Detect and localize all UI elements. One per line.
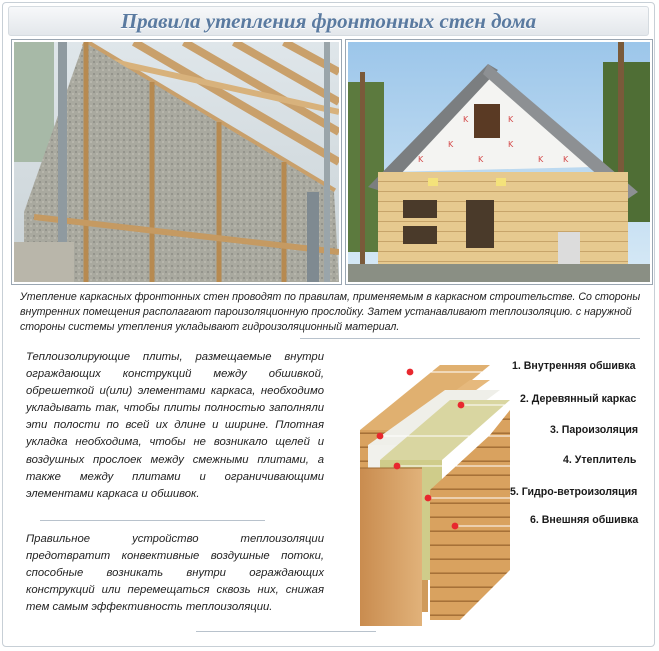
svg-text:K: K — [478, 155, 484, 164]
svg-text:K: K — [448, 140, 454, 149]
marker-1 — [407, 369, 414, 376]
svg-text:K: K — [508, 115, 514, 124]
page-title: Правила утепления фронтонных стен дома — [120, 9, 537, 33]
svg-text:K: K — [508, 140, 514, 149]
photo-house-gable-membrane — [346, 40, 652, 284]
svg-text:K: K — [463, 115, 469, 124]
paragraph-insulation-plates: Теплоизолирующие плиты, размещаемые внутри ограждающих конструкций между обшивкой, обрешеткой и(или) элементами каркаса, необходимо укладывать так, чтобы плиты полностью заполняли эти полости по всей их длине и ширине. Плотная укладка необходима, чтобы не возникало щелей и воздушных прослоек между смежными плитами, а также между плитами и ограничивающими элементами каркаса и обшивок. — [26, 351, 324, 500]
paragraph-divider — [40, 520, 265, 521]
marker-5 — [425, 495, 432, 502]
layer-label-insulation: 4. Утеплитель — [563, 454, 637, 466]
marker-6 — [452, 523, 459, 530]
marker-3 — [377, 433, 384, 440]
photo-gable-construction — [12, 40, 341, 284]
layer-label-outer-sheathing: 6. Внешняя обшивка — [530, 514, 639, 526]
marker-2 — [458, 402, 465, 409]
bottom-divider — [196, 631, 376, 632]
paragraph-convection: Правильное устройство теплоизоляции предотвратит конвективные воздушные потоки, способные возникать внутри ограждающих конструкций или перемещаться сквозь них, снижая тем самым эффективность теплоизоляции. — [26, 533, 324, 614]
marker-4 — [394, 463, 401, 470]
layer-label-vapor-barrier: 3. Пароизоляция — [550, 424, 639, 436]
svg-text:K: K — [538, 155, 544, 164]
title-bar — [8, 6, 649, 36]
layer-label-inner-sheathing: 1. Внутренняя обшивка — [512, 360, 636, 372]
wall-layers-diagram — [350, 350, 650, 630]
svg-text:K: K — [418, 155, 424, 164]
layer-label-wind-barrier: 5. Гидро-ветроизоляция — [510, 486, 638, 498]
svg-text:K: K — [563, 155, 569, 164]
caption-divider — [300, 338, 640, 339]
caption-text: Утепление каркасных фронтонных стен проводят по правилам, применяемым в каркасном строительстве. Со стороны внутренних помещения располагают пароизоляционную прослойку. Затем устанавливают теплоизоляцию. с наружной стороны системы утепления укладывают гидроизоляционный материал. — [20, 291, 641, 333]
layer-label-wood-frame: 2. Деревянный каркас — [520, 393, 637, 405]
